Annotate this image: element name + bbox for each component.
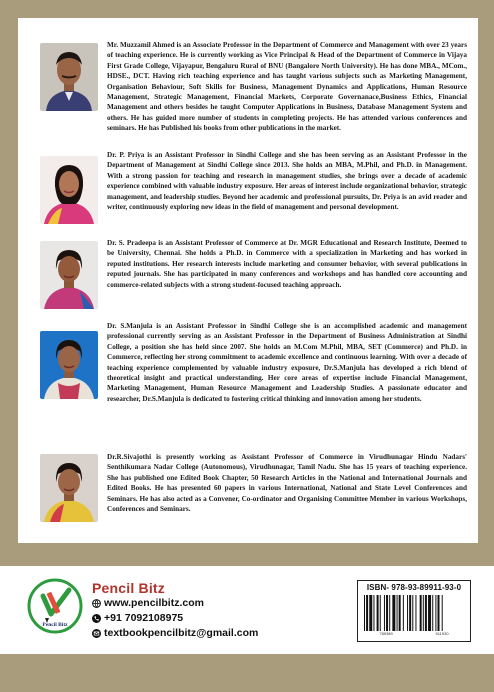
barcode-stripe <box>380 595 381 631</box>
barcode-stripe <box>377 595 379 631</box>
barcode-stripe <box>432 595 433 631</box>
barcode-stripe <box>403 595 404 631</box>
publisher-phone[interactable] <box>92 611 258 626</box>
author-bio: Dr. S.Manjula is an Assistant Professor in Sindhi College she is an accomplished academic and management professional currently serving as an Assistant Professor in the Department of Business Administration at Sindhi College, a position she has held since 2007. She holds an M.Com M.Phil, MBA, SET (Commerce) and Ph.D. in Commerce, reflecting her strong commitment to academic excellence and continuous learning. With over a decade of teaching experience complemented by valuable industry exposure, Dr.S.Manjula has developed a rich blend of theoretical insight and practical understanding. Her core areas of expertise include Financial Management, Marketing Management, Human Resource Management and Leadership Studies. A passionate educator and researcher, Dr.S.Manjula is dedicated to fostering critical thinking and innovation among her students. <box>107 322 467 403</box>
barcode-stripe <box>438 595 440 631</box>
barcode-stripe <box>369 595 372 631</box>
isbn-label: ISBN- 978-93-89911-93-0 <box>366 583 462 592</box>
author-bio: Mr. Muzzamil Ahmed is an Associate Professor in the Department of Commerce and Management with over 23 years of teaching experience. He is currently working as Vice Principal & Head of the Department of Commerce in Vijaya First Grade College, Vijayapur, Bengaluru Rural of BNU (Bangalore North University). He has done MBA., MCom., HDSE., DCT. Having rich teaching experience and has taught various subjects such as Marketing Management, Organisation Behaviour, Soft Skills for Business, Management Dynamics and Applications, Human Resource Management, Strategic Management, Financial Markets, Corporate Governanace,Business Ethics, Financial Management and others besides he taught Computer Applications in Business, Database Management System and others. He has guided more number of students in completing projects. He has attended various conferences and seminars. He has Published his books from other publications in the market. <box>107 41 467 133</box>
barcode-stripe <box>415 595 416 631</box>
portrait-woman-icon <box>40 241 98 309</box>
barcode-stripe <box>442 595 443 631</box>
phone-text: +91 7092108975 <box>104 612 184 624</box>
barcode-stripe <box>435 595 436 631</box>
portrait-man-icon <box>40 43 98 111</box>
barcode-stripe <box>386 595 388 631</box>
pencil-bitz-logo-icon <box>27 578 83 634</box>
author-bio: Dr.R.Sivajothi is presently working as Assistant Professor of Commerce in Virudhunagar Hindu Nadars' Senthikumara Nadar College (Autonomous), Virudhunagar, Tamil Nadu. She has 15 years of teaching experience. She has published one Edited Book Chapter, 50 Research Articles in the National and International Journals and Edited Books. He has presented 60 papers in various International, National and State Level Conferences and Seminars. He has also acted as a Convener, Co-ordinator and Organising Committee Member in various Workshops, Conferences and Seminars. <box>107 453 467 514</box>
barcode-stripe <box>425 595 427 631</box>
logo-text: Pencil Bitz <box>42 622 68 628</box>
isbn-barcode-box <box>357 580 471 642</box>
barcode-stripe <box>428 595 431 631</box>
author-bio: Dr. P. Priya is an Assistant Professor in Sindhi College and she has been serving as an Assistant Professor in the Department of Management at Sindhi College since 2013. She holds an MBA, M.Phil, and Ph.D. in Management. With a strong passion for teaching and research in management studies, she brings over a decade of academic experience combined with valuable industry exposure. Her areas of interest include organizational behavior, strategic management, and leadership studies. Beyond her academic and professional pursuits, Dr. Priya is an avid reader and writer, continuously exploring new ideas in the field of management and personal development. <box>107 151 467 212</box>
author-photo <box>40 241 98 309</box>
publisher-email[interactable] <box>92 626 258 641</box>
barcode-icon <box>364 595 464 631</box>
barcode-stripe <box>409 595 411 631</box>
barcode-digits <box>358 631 470 636</box>
author-photo <box>40 331 98 399</box>
author-bio: Dr. S. Pradeepa is an Assistant Professor of Commerce at Dr. MGR Educational and Research Institute, Deemed to be University, Chennai. She holds a Ph.D. in Commerce with a specialization in Marketing and has worked in reputed institutions. Her research interests include marketing and consumer behavior, with several publications in reputed journals. She has participated in many conferences and workshops and has handled core accounting and commerce-related subjects with a strong student-focused teaching approach. <box>107 239 467 289</box>
author-photo <box>40 454 98 522</box>
phone-icon <box>92 614 101 623</box>
barcode-stripe <box>412 595 413 631</box>
barcode-stripe <box>407 595 408 631</box>
portrait-woman-icon <box>40 454 98 522</box>
portrait-woman-icon <box>40 331 98 399</box>
publisher-website[interactable] <box>92 596 258 611</box>
author-photo <box>40 156 98 224</box>
publisher-footer <box>0 566 494 654</box>
barcode-digits-right: 911930 <box>435 631 449 636</box>
email-text: textbookpencilbitz@gmail.com <box>104 627 259 639</box>
barcode-stripe <box>397 595 398 631</box>
barcode-stripe <box>420 595 422 631</box>
barcode-digits-left: 789389 <box>379 631 393 636</box>
author-bios-panel <box>18 18 478 543</box>
barcode-stripe <box>366 595 368 631</box>
barcode-stripe <box>373 595 374 631</box>
portrait-woman-icon <box>40 156 98 224</box>
publisher-name: Pencil Bitz <box>92 580 165 596</box>
publisher-info <box>92 580 258 641</box>
barcode-stripe <box>392 595 395 631</box>
globe-icon <box>92 599 101 608</box>
website-text: www.pencilbitz.com <box>104 597 204 609</box>
barcode-stripe <box>389 595 390 631</box>
barcode-stripe <box>399 595 401 631</box>
email-icon <box>92 629 101 638</box>
barcode-stripe <box>423 595 424 631</box>
barcode-stripe <box>364 595 365 631</box>
publisher-logo <box>27 578 83 634</box>
barcode-stripe <box>384 595 385 631</box>
author-photo <box>40 43 98 111</box>
